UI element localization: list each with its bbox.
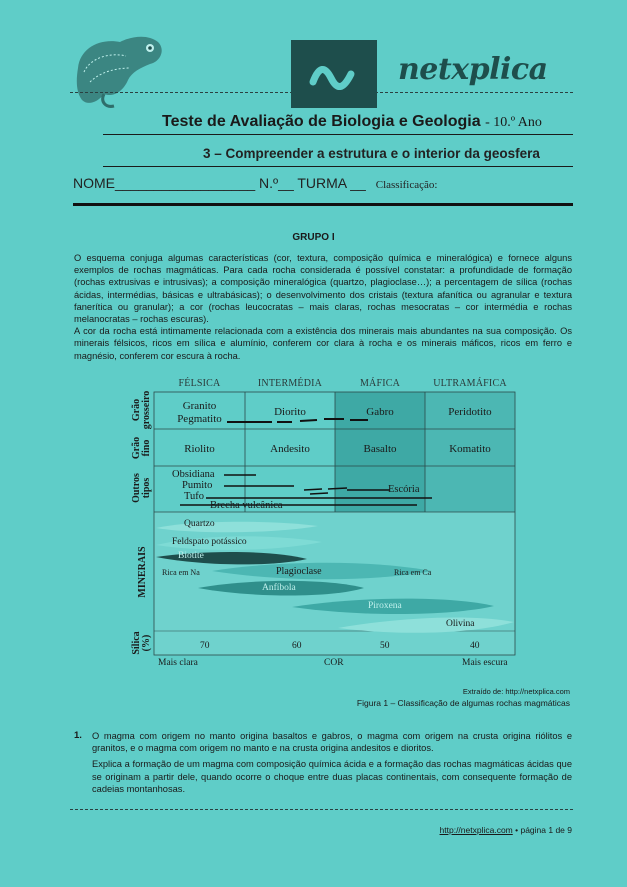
- numero-field[interactable]: N.º__: [259, 175, 294, 191]
- color-axis-right: Mais escura: [462, 658, 508, 668]
- chameleon-illustration: [70, 28, 170, 110]
- row-label-outros-tipos: Outros tipos: [131, 473, 152, 503]
- page-title-text: Teste de Avaliação de Biologia e Geologia: [162, 113, 481, 130]
- figure-caption: Figura 1 – Classificação de algumas rochas magmáticas: [356, 698, 570, 708]
- color-axis-left: Mais clara: [158, 658, 198, 668]
- rock-peridotito: Peridotito: [448, 406, 492, 418]
- rock-komatito: Komatito: [449, 443, 491, 455]
- mineral-quartzo: Quartzo: [184, 519, 215, 529]
- row-label-grao-fino: Grão fino: [131, 436, 152, 460]
- figure-source: Extraído de: http://netxplica.com: [462, 687, 570, 696]
- mineral-rica-ca: Rica em Ca: [394, 568, 432, 577]
- header-thick-rule: [73, 203, 573, 206]
- question-number: 1.: [74, 730, 82, 741]
- column-header-mafica: MÁFICA: [359, 378, 401, 389]
- silica-50: 50: [380, 641, 390, 651]
- turma-field[interactable]: TURMA __: [297, 175, 366, 191]
- footer-page: • página 1 de 9: [515, 825, 572, 835]
- nome-field[interactable]: NOME__________________: [73, 175, 256, 191]
- rock-gabro: Gabro: [366, 406, 394, 418]
- brand-wordmark: netxplica: [398, 52, 548, 87]
- year-suffix: - 10.º Ano: [485, 115, 542, 130]
- intro-paragraph-1: O esquema conjuga algumas características (cor, textura, composição química e mineralógica) e fornece alguns exemplos de rochas magmáticas. Para cada rocha considerada é possível constatar: a profundidade de formação (rochas extrusivas e intrusivas); a composição mineralógica (quartzo, plagioclase…); a percentagem de sílica (rochas ácidas, intermédias, básicas e ultrabásicas); o desenvolvimento dos cristais (textura afanítica ou agranular e textura fanerítica ou granular); a cor (rochas leucocratas – mais claras, rochas mesocratas – cor intermédia e rochas melanocratas – rochas escuras).: [74, 253, 572, 325]
- silica-60: 60: [292, 641, 302, 651]
- student-form-line: [73, 175, 437, 191]
- mineral-anfibola: Anfíbola: [262, 583, 296, 593]
- question-prompt: Explica a formação de um magma com composição química ácida e a formação das rochas magmáticas ácidas que se originam a partir dele, quando ocorre o choque entre duas placas continentais, com consequente formação de cadeias montanhosas.: [92, 759, 572, 794]
- rock-escoria: Escória: [388, 484, 420, 495]
- rock-tufo: Tufo: [184, 491, 205, 502]
- question-statement: O magma com origem no manto origina basaltos e gabros, o magma com origem na crusta origina riólitos e granitos, e o magma com origem no manto e na crusta origina andesitos e dioritos.: [92, 731, 572, 754]
- subtitle-rule: [103, 166, 573, 167]
- column-header-intermedia: INTERMÉDIA: [257, 378, 323, 389]
- rock-pegmatito: Pegmatito: [177, 413, 222, 425]
- rock-diorito: Diorito: [274, 406, 306, 418]
- wave-logo-icon: [291, 40, 377, 108]
- intro-paragraph-2: A cor da rocha está intimamente relacionada com a existência dos minerais mais abundantes na sua composição. Os minerais félsicos, ricos em sílica e alumínio, conferem cor clara à rocha e os minerais máficos, ricos em ferro e magnésio, conferem cor escura à rocha.: [74, 326, 572, 361]
- row-label-minerais: MINERAIS: [137, 546, 148, 598]
- question-1: [74, 730, 572, 795]
- mineral-piroxena: Piroxena: [368, 601, 402, 611]
- silica-40: 40: [470, 641, 480, 651]
- mineral-biotite: Biotite: [178, 551, 204, 561]
- mineral-rica-na: Rica em Na: [162, 568, 200, 577]
- page-title: [162, 113, 542, 131]
- rock-pumito: Pumito: [182, 480, 213, 491]
- rock-brecha-vulcanica: Brecha vulcânica: [210, 500, 283, 511]
- row-label-silica: Sílica (%): [131, 631, 152, 655]
- mineral-feldspato: Feldspato potássico: [172, 537, 247, 547]
- footer-link[interactable]: http://netxplica.com: [439, 825, 513, 835]
- row-label-grao-grosseiro: Grão grosseiro: [131, 390, 152, 430]
- mineral-plagioclase: Plagioclase: [276, 566, 322, 577]
- mineral-olivina: Olivina: [446, 619, 475, 629]
- rock-obsidiana: Obsidiana: [172, 469, 215, 480]
- classificacao-label: Classificação:: [375, 179, 438, 191]
- page-subtitle: 3 – Compreender a estrutura e o interior da geosfera: [203, 146, 540, 161]
- rock-classification-figure: [132, 374, 524, 674]
- intro-text: [74, 252, 572, 362]
- rock-riolito: Riolito: [184, 443, 215, 455]
- footer-dotted-rule: [70, 809, 573, 810]
- footer: [440, 825, 572, 835]
- rock-andesito: Andesito: [270, 443, 310, 455]
- column-header-ultramafica: ULTRAMÁFICA: [433, 378, 507, 389]
- title-rule: [103, 134, 573, 135]
- color-axis-center: COR: [324, 658, 344, 668]
- logo-box: [291, 40, 377, 108]
- rock-granito: Granito: [182, 400, 217, 412]
- rock-basalto: Basalto: [363, 443, 397, 455]
- silica-70: 70: [200, 641, 210, 651]
- column-header-felsica: FÉLSICA: [178, 378, 221, 389]
- group-title: GRUPO I: [292, 232, 335, 243]
